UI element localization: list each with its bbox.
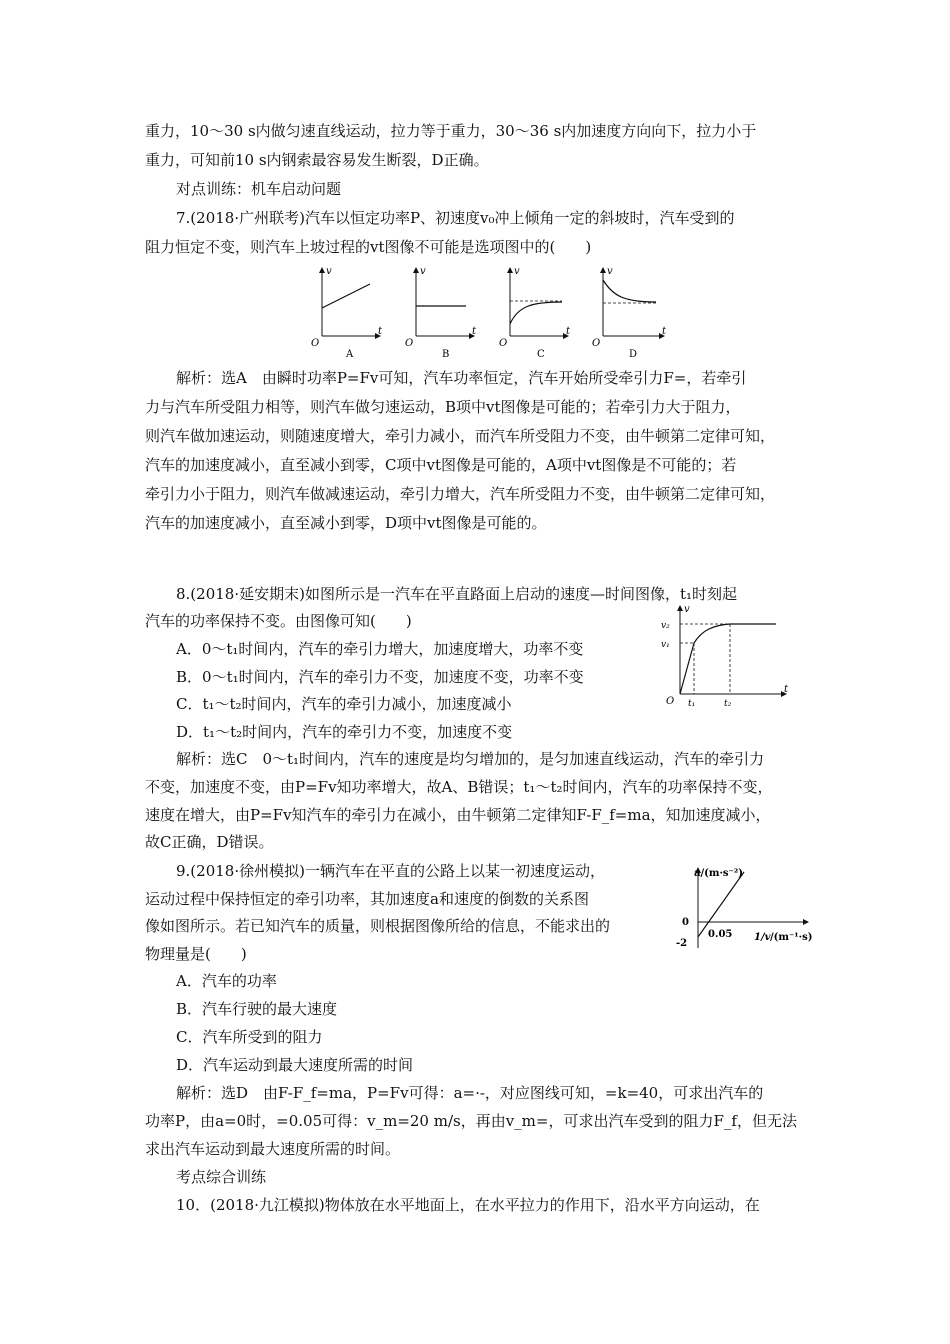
text-line: 力与汽车所受阻力相等，则汽车做匀速运动，B项中vt图像是可能的；若牵引力大于阻力， [145, 398, 741, 416]
q7-vt-graphs [308, 262, 690, 362]
q8-vt-graph [656, 600, 796, 712]
option-label-d: D [629, 349, 638, 360]
text-line: 像如图所示。若已知汽车的质量，则根据图像所给的信息，不能求出的 [145, 917, 611, 935]
text-line: 运动过程中保持恒定的牵引功率，其加速度a和速度的倒数的关系图 [145, 890, 589, 908]
text-line: 重力，10～30 s内做匀速直线运动，拉力等于重力，30～36 s内加速度方向向下，拉力小于 [145, 122, 757, 140]
text-line: 速度在增大，由P=Fv知汽车的牵引力在减小，由牛顿第二定律知F-F_f=ma，知加速度减小， [145, 806, 771, 824]
origin-label: O [592, 338, 601, 349]
y-axis-label: a/(m·s⁻²) [694, 868, 743, 879]
v2-label: v₂ [661, 621, 670, 631]
solution-7: 解析：选A 由瞬时功率P=Fv可知，汽车功率恒定，汽车开始所受牵引力F=，若牵引 [176, 369, 747, 387]
linear-segment [680, 643, 694, 694]
v-axis-label: v [326, 266, 332, 277]
t2-label: t₂ [724, 699, 732, 709]
text-line: 功率P，由a=0时，=0.05可得：v_m=20 m/s，再由v_m=，可求出汽车受到的阻力F_f，但无法 [145, 1112, 797, 1130]
question-8: 8.(2018·延安期末)如图所示是一汽车在平直路面上启动的速度—时间图像，t₁时刻起 [176, 585, 738, 603]
curve-approach-down [603, 280, 656, 302]
text-line: 阻力恒定不变，则汽车上坡过程的vt图像不可能是选项图中的( ) [145, 238, 592, 256]
text-line: 则汽车做加速运动，则随速度增大，牵引力减小，而汽车所受阻力不变，由牛顿第二定律可知， [145, 427, 776, 445]
x-tick-label: 0.05 [708, 929, 733, 940]
graph-d [592, 266, 667, 360]
line-increasing [322, 284, 370, 308]
option-d: D．t₁～t₂时间内，汽车的牵引力不变，加速度不变 [176, 723, 513, 741]
text-line: 故C正确，D错误。 [145, 833, 274, 851]
t-axis-label: t [662, 326, 667, 337]
graph-a [311, 266, 383, 360]
solution-9: 解析：选D 由F-F_f=ma，P=Fv可得：a=·-，对应图线可知，=k=40，可求出汽车的 [176, 1084, 764, 1102]
curve-segment [694, 624, 730, 643]
text-line: 汽车的加速度减小，直至减小到零，C项中vt图像是可能的，A项中vt图像是不可能的；若 [145, 456, 737, 474]
text-line: 不变，加速度不变，由P=Fv知功率增大，故A、B错误；t₁～t₂时间内，汽车的功率保持不变， [145, 778, 773, 796]
v-axis-label: v [514, 266, 520, 277]
t-axis-label: t [784, 684, 789, 695]
graph-c [499, 266, 571, 360]
t-axis-label: t [472, 326, 477, 337]
option-b: B．汽车行驶的最大速度 [176, 1000, 338, 1018]
origin-label: O [405, 338, 414, 349]
v-axis-label: v [684, 604, 690, 615]
option-c: C．汽车所受到的阻力 [176, 1028, 323, 1046]
section-heading: 考点综合训练 [176, 1168, 267, 1186]
text-line: 牵引力小于阻力，则汽车做减速运动，牵引力增大，汽车所受阻力不变，由牛顿第二定律可知， [145, 485, 776, 503]
t1-label: t₁ [688, 699, 696, 709]
question-9: 9.(2018·徐州模拟)一辆汽车在平直的公路上以某一初速度运动， [176, 862, 605, 880]
x-axis-unit-label: /(m⁻¹·s) [770, 932, 813, 943]
graph-b [405, 266, 477, 360]
option-d: D．汽车运动到最大速度所需的时间 [176, 1056, 414, 1074]
origin-label: O [499, 338, 508, 349]
v-axis-label: v [607, 266, 613, 277]
text-line: 重力，可知前10 s内钢索最容易发生断裂，D正确。 [145, 151, 489, 169]
text-line: 求出汽车运动到最大速度所需的时间。 [145, 1140, 401, 1158]
a-line [698, 872, 744, 937]
option-a: A．0～t₁时间内，汽车的牵引力增大，加速度增大，功率不变 [176, 640, 584, 658]
q9-a-vs-inverse-v-graph [670, 862, 820, 954]
text-line: 汽车的加速度减小，直至减小到零，D项中vt图像是可能的。 [145, 514, 547, 532]
x-axis-frac-label: 1/v [754, 932, 771, 943]
option-a: A．汽车的功率 [176, 972, 277, 990]
question-7: 7.(2018·广州联考)汽车以恒定功率P、初速度v₀冲上倾角一定的斜坡时，汽车受到的 [176, 209, 735, 227]
v1-label: v₁ [661, 640, 670, 650]
option-label-a: A [346, 349, 354, 360]
origin-label: O [666, 696, 675, 707]
origin-label: O [311, 338, 320, 349]
question-10: 10．(2018·九江模拟)物体放在水平地面上，在水平拉力的作用下，沿水平方向运动，在 [176, 1196, 760, 1214]
option-c: C．t₁～t₂时间内，汽车的牵引力减小，加速度减小 [176, 695, 512, 713]
y-intercept-label: -2 [676, 938, 688, 949]
curve-approach-up [510, 302, 562, 324]
text-line: 物理量是( ) [145, 945, 247, 963]
text-line: 汽车的功率保持不变。由图像可知( ) [145, 612, 412, 630]
zero-label: 0 [682, 917, 689, 928]
t-axis-label: t [566, 326, 571, 337]
option-label-c: C [537, 349, 545, 360]
option-label-b: B [442, 349, 450, 360]
section-heading: 对点训练：机车启动问题 [176, 180, 342, 198]
option-b: B．0～t₁时间内，汽车的牵引力不变，加速度不变，功率不变 [176, 668, 584, 686]
t-axis-label: t [378, 326, 383, 337]
v-axis-label: v [420, 266, 426, 277]
solution-8: 解析：选C 0～t₁时间内，汽车的速度是均匀增加的，是匀加速直线运动，汽车的牵引力 [176, 750, 765, 768]
